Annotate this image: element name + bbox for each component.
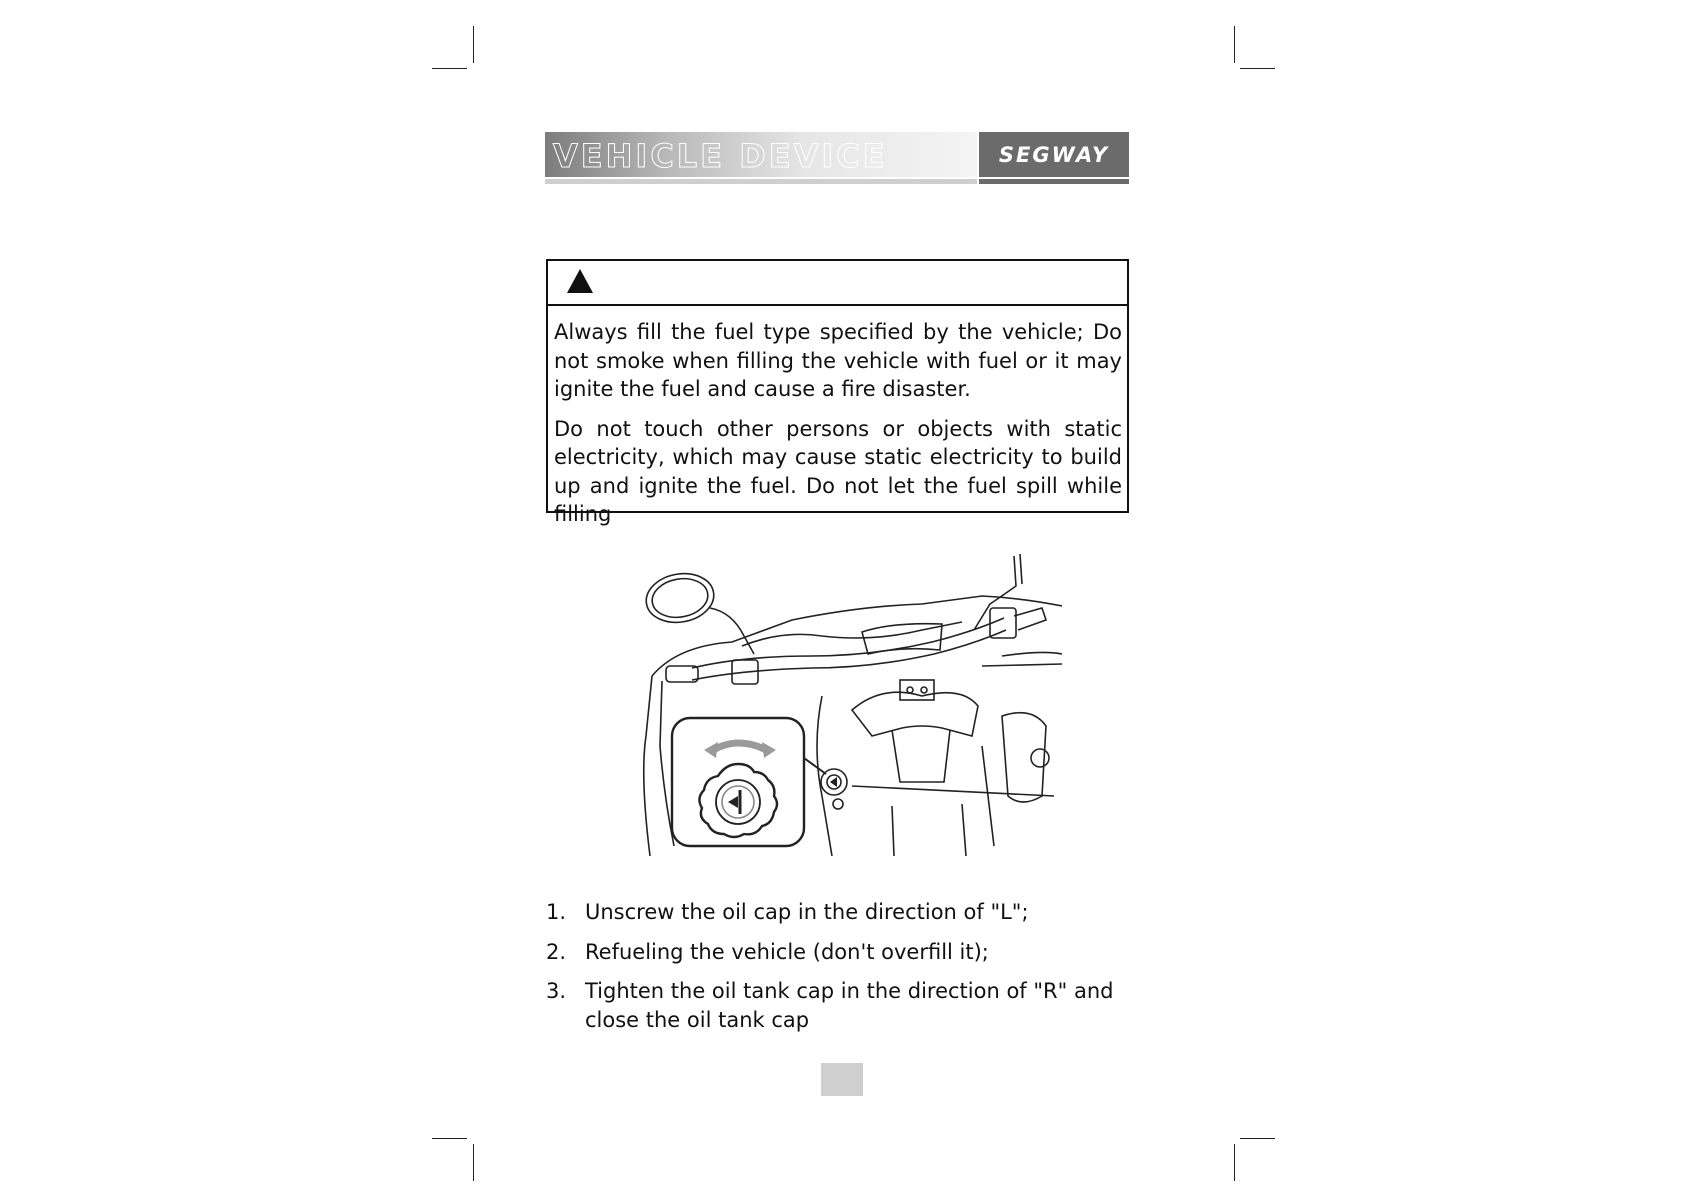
warning-paragraph: Do not touch other persons or objects with static electricity, which may cause static electricity to build up and ignite the fuel. Do not let the fuel spill while filling [554, 416, 1122, 526]
header-title-band [545, 132, 977, 177]
crop-mark [473, 1144, 474, 1181]
step-number: 2. [546, 939, 567, 964]
header-underline-dark [979, 179, 1129, 184]
fuel-cap-callout [672, 718, 804, 846]
warning-triangle-icon [566, 268, 594, 294]
left-mirror [642, 568, 717, 627]
instruction-steps [546, 898, 1136, 1045]
crop-mark [1234, 26, 1235, 63]
step-number: 3. [546, 979, 567, 1003]
crop-mark [473, 26, 474, 63]
crop-mark [1234, 1144, 1235, 1181]
warning-box [546, 259, 1129, 526]
crop-mark [1240, 68, 1275, 69]
brand-logo: SEGWAY [998, 142, 1110, 167]
warning-header [548, 261, 1127, 306]
page-number-block [821, 1063, 863, 1096]
step-text: Unscrew the oil cap in the direction of "L"; [585, 900, 1029, 924]
crop-mark [432, 68, 467, 69]
crop-mark [432, 1138, 467, 1139]
section-title: VEHICLE DEVICE [553, 137, 888, 175]
step-number: 1. [546, 900, 567, 924]
step-text: Refueling the vehicle (don't overfill it); [585, 939, 989, 964]
crop-mark [1240, 1138, 1275, 1139]
list-item [546, 898, 1136, 927]
header-underline [545, 179, 977, 184]
atv-fuel-cap-illustration [622, 546, 1062, 856]
list-item [546, 977, 1136, 1034]
list-item [546, 938, 1136, 967]
page-header [545, 130, 1129, 184]
warning-text [548, 306, 1127, 529]
brand-block [979, 132, 1129, 177]
step-text: Tighten the oil tank cap in the direction of "R" and close the oil tank cap [585, 979, 1114, 1032]
warning-paragraph: Always fill the fuel type specified by the vehicle; Do not smoke when filling the vehicle with fuel or it may ignite the fuel and cause a fire disaster. [554, 320, 1122, 401]
